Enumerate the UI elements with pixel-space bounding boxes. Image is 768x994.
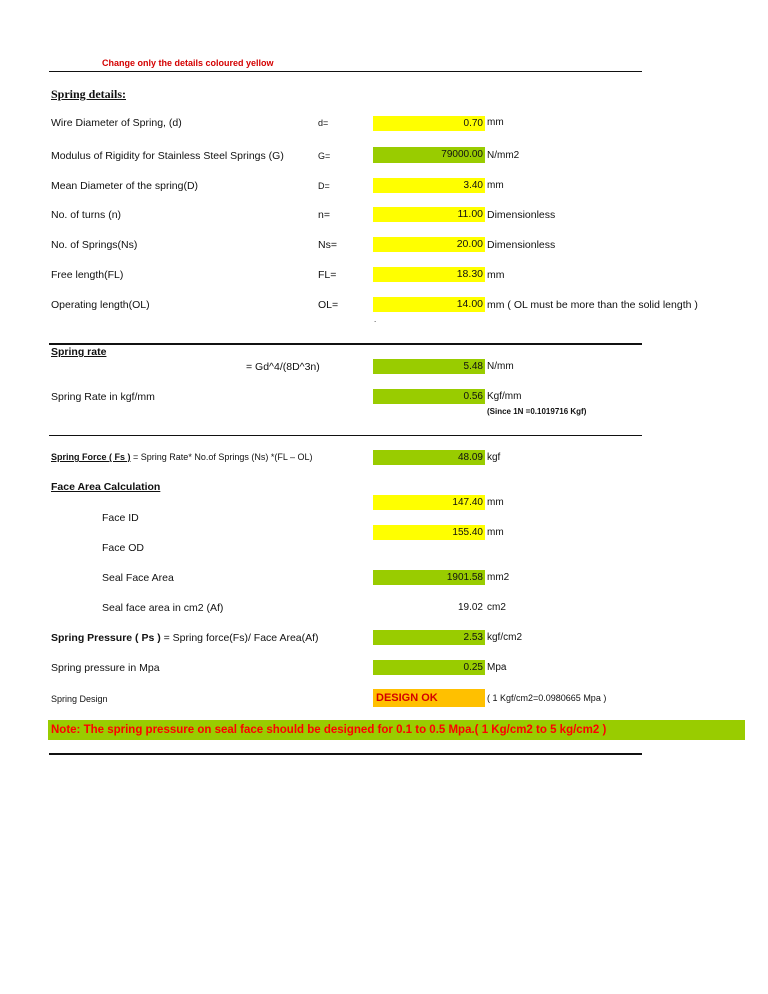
num-springs-input-cell[interactable]: 20.00 <box>373 237 485 252</box>
row-unit-mm-3: mm <box>487 269 505 281</box>
spring-pressure-title: Spring Pressure ( Ps ) <box>51 632 161 644</box>
row-symbol-ns: Ns= <box>318 239 337 251</box>
row-label-mean-diameter: Mean Diameter of the spring(D) <box>51 180 199 192</box>
spring-force-unit: kgf <box>487 452 501 463</box>
divider-spring-force <box>49 435 642 436</box>
spring-rate-value-cell: 5.48 <box>373 359 485 374</box>
row-label-num-springs: No. of Springs(Ns) <box>51 239 138 251</box>
face-od-input-cell[interactable]: 155.40 <box>373 525 485 540</box>
modulus-calculated-cell: 79000.00 <box>373 147 485 163</box>
seal-face-area-value-cell: 1901.58 <box>373 570 485 585</box>
spring-rate-unit: N/mm <box>487 361 514 372</box>
spring-rate-kgf-label: Spring Rate in kgf/mm <box>51 391 155 403</box>
design-status-badge: DESIGN OK <box>373 689 485 707</box>
face-od-label: Face OD <box>102 542 145 554</box>
spring-rate-kgf-value-cell: 0.56 <box>373 389 485 404</box>
stray-dot: . <box>374 315 377 324</box>
spring-force-formula: = Spring Rate* No.of Springs (Ns) *(FL – OL) <box>133 452 313 462</box>
seal-face-area-label: Seal Face Area <box>102 572 174 584</box>
turns-input-cell[interactable]: 11.00 <box>373 207 485 222</box>
section-title-spring-rate: Spring rate <box>51 346 107 358</box>
divider-spring-rate <box>49 343 642 345</box>
spring-design-label: Spring Design <box>51 694 108 704</box>
spring-pressure-mpa-label: Spring pressure in Mpa <box>51 662 160 674</box>
wire-diameter-input-cell[interactable]: 0.70 <box>373 116 485 131</box>
row-symbol-d: d= <box>318 118 329 128</box>
seal-face-area-unit: mm2 <box>487 572 510 583</box>
section-title-spring-details: Spring details: <box>51 87 127 101</box>
row-unit-dimensionless-2: Dimensionless <box>487 239 556 251</box>
row-label-turns: No. of turns (n) <box>51 209 122 221</box>
spring-force-title: Spring Force ( Fs ) <box>51 452 131 462</box>
divider-bottom <box>49 753 642 755</box>
row-label-modulus: Modulus of Rigidity for Stainless Steel Springs (G) <box>51 150 284 162</box>
design-conversion-note: ( 1 Kgf/cm2=0.0980665 Mpa ) <box>487 693 607 703</box>
seal-face-area-cm2-unit: cm2 <box>487 602 506 613</box>
face-id-input-cell[interactable]: 147.40 <box>373 495 485 510</box>
row-symbol-ol: OL= <box>318 299 339 311</box>
spring-pressure-mpa-value-cell: 0.25 <box>373 660 485 675</box>
row-label-wire-diameter: Wire Diameter of Spring, (d) <box>51 117 182 129</box>
row-symbol-fl: FL= <box>318 269 337 281</box>
seal-face-area-cm2-value: 19.02 <box>457 602 483 613</box>
operating-length-input-cell[interactable]: 14.00 <box>373 297 485 312</box>
face-id-label: Face ID <box>102 512 139 524</box>
row-label-operating-length: Operating length(OL) <box>51 299 150 311</box>
spring-rate-formula: = Gd^4/(8D^3n) <box>246 361 320 373</box>
spring-pressure-formula: = Spring force(Fs)/ Face Area(Af) <box>163 632 319 644</box>
spring-rate-conversion-note: (Since 1N =0.1019716 Kgf) <box>487 407 587 416</box>
row-unit-operating-note: mm ( OL must be more than the solid length ) <box>487 299 698 311</box>
spring-pressure-unit: kgf/cm2 <box>487 632 523 643</box>
row-symbol-g: G= <box>318 151 331 161</box>
spring-rate-kgf-unit: Kgf/mm <box>487 391 522 402</box>
free-length-input-cell[interactable]: 18.30 <box>373 267 485 282</box>
row-unit-dimensionless: Dimensionless <box>487 209 556 221</box>
divider-top <box>49 71 642 72</box>
row-unit-mm-2: mm <box>487 180 504 191</box>
row-label-free-length: Free length(FL) <box>51 269 124 281</box>
spring-pressure-row <box>51 632 319 644</box>
spring-force-value-cell: 48.09 <box>373 450 485 465</box>
row-symbol-D: D= <box>318 181 330 191</box>
spring-pressure-mpa-unit: Mpa <box>487 662 507 673</box>
row-unit-n-mm2: N/mm2 <box>487 150 520 161</box>
spring-force-row <box>51 452 313 462</box>
row-unit-mm: mm <box>487 117 504 128</box>
seal-face-area-cm2-label: Seal face area in cm2 (Af) <box>102 602 224 614</box>
row-symbol-n: n= <box>318 209 330 221</box>
face-id-unit: mm <box>487 497 504 508</box>
instruction-text: Change only the details coloured yellow <box>102 58 274 68</box>
spring-pressure-value-cell: 2.53 <box>373 630 485 645</box>
section-title-face-area: Face Area Calculation <box>51 481 161 493</box>
design-note-banner: Note: The spring pressure on seal face should be designed for 0.1 to 0.5 Mpa.( 1 Kg/cm2 to 5 kg/cm2 ) <box>48 720 745 740</box>
mean-diameter-input-cell[interactable]: 3.40 <box>373 178 485 193</box>
face-od-unit: mm <box>487 527 504 538</box>
